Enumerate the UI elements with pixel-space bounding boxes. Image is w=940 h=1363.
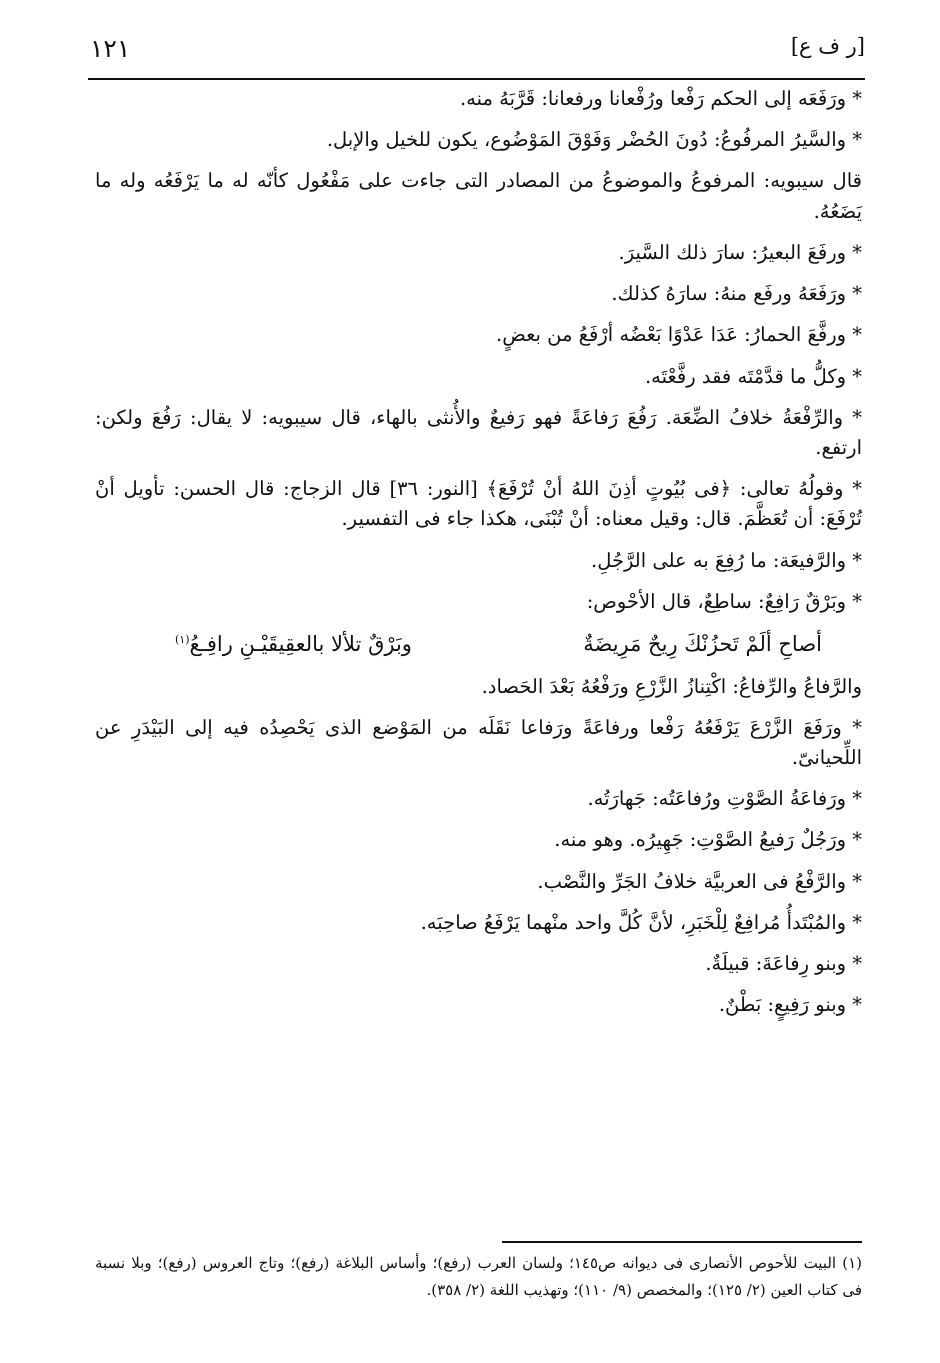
entry-paragraph: * والرَّفْعُ فى العربيَّة خلافُ الجَرِّ والنَّصْب. (537, 869, 862, 893)
entry-paragraph: والرَّفاعُ والرِّفاعُ: اكْتِنازُ الزَّرْعِ ورَفْعُهُ بَعْدَ الحَصاد. (481, 674, 862, 698)
poem-hemistich-second-text: وبَرْقٌ تلألا بالعقِيقَيْـنِ رافِـعُ (189, 632, 412, 657)
footnote-mark: (١) (175, 633, 190, 647)
entry-paragraph: * وبنو رِفاعَةَ: قبيلَةٌ. (705, 952, 862, 976)
footnote: (١) البيت للأحوص الأنصارى فى ديوانه ص١٤٥؛ ولسان العرب (رفع)؛ وأساس البلاغة (رفع)؛ وتاج العروس (رفع)؛ وبلا نسبة فى كتاب العين (٢/ ١٢٥)؛ والمخصص (٩/ ١١٠)؛ وتهذيب اللغة (٢/ ٣٥٨). (95, 1254, 862, 1299)
entry-paragraph: * والسَّيرُ المرفُوعُ: دُونَ الحُضْر وَفَوْقَ المَوْضُوع، يكون للخيل والإبل. (326, 128, 862, 152)
entry-paragraph: * ورَفَعَه إلى الحكم رَفْعا ورُفْعانا ورفعانا: قَرَّبَهُ منه. (459, 87, 862, 110)
entry-paragraph: * ورَجُلٌ رَفيعُ الصَّوْتِ: جَهِيرُه. وهو منه. (554, 828, 862, 852)
entry-paragraph: قال سيبويه: المرفوعُ والموضوعُ من المصادر التى جاءت على مَفْعُول كأنّه له ما يَرْفَعُه وله ما يَضَعُهُ. (95, 169, 862, 223)
entry-paragraph: * ورَفاعَةُ الصَّوْتِ ورُفاعَتُه: جَهارَتُه. (587, 787, 862, 811)
entry-paragraph: * وقولُهُ تعالى: ﴿فى بُيُوتٍ أذِنَ اللهُ أنْ تُرْفَعَ﴾ [النور: ٣٦] قال الزجاج: قال الحسن: تأويل أنْ تُرْفَعَ: أن تُعَظَّمَ. قال: وقيل معناه: أنْ تُبْنَى، هكذا جاء فى التفسير. (95, 477, 862, 531)
entry-paragraph: * ورَفَعَهُ ورفَع منهُ: سارَهُ كذلك. (611, 282, 862, 306)
entry-paragraph: * ورفَّعَ الحمارُ: عَدَا عَدْوًا بَعْضُه أرْفَعُ من بعضٍ. (496, 323, 862, 347)
poem-verse (95, 628, 862, 661)
footnote-rule (502, 1241, 862, 1243)
entry-paragraph: * ورفَعَ البعيرُ: سارَ ذلك السَّيرَ. (618, 240, 862, 264)
root-heading: [ر ف ع] (790, 34, 865, 58)
page-header (90, 34, 865, 74)
header-rule (88, 78, 865, 80)
entry-paragraph: * والرَّفيعَة: ما رُفِعَ به على الرَّجُلِ. (591, 548, 862, 572)
entry-paragraph: * والمُبْتَدأُ مُرافِعٌ لِلْخَبَرِ، لأنَّ كُلَّ واحد منْهما يَرْفَعُ صاحِبَه. (420, 910, 862, 934)
entry-paragraph: * ورَفَعَ الزَّرْعَ يَرْفَعُهُ رَفْعا ورفاعَةً ورَفاعا نَقَلَه من المَوْضع الذى يَحْصِدُه فيه إلى البَيْدَرِ عن اللِّحيانىّ. (95, 715, 862, 770)
entry-paragraph: * وبَرْقٌ رَافِعٌ: ساطِعٌ، قال الأحْوص: (586, 589, 862, 613)
entry-paragraph: * وكلُّ ما قدَّمْتَه فقد رفَّعْتَه. (644, 364, 862, 388)
entry-paragraph: * والرِّفْعَةُ خلافُ الضِّعَة. رَفُعَ رَفاعَةً فهو رَفيعٌ والأُنثى بالهاء، قال سيبويه: لا يقال: رَفُعَ ولكن: ارتفع. (95, 405, 862, 459)
page-body (95, 84, 862, 1032)
entry-paragraph: * وبنو رَفِيعٍ: بَطْنٌ. (718, 993, 862, 1017)
page-number: ١٢١ (90, 34, 131, 63)
poem-hemistich-first: أصاحِ ألَمْ تَحزُنْكَ رِيحٌ مَرِيضَةٌ (583, 632, 822, 657)
poem-hemistich-second (175, 628, 412, 661)
